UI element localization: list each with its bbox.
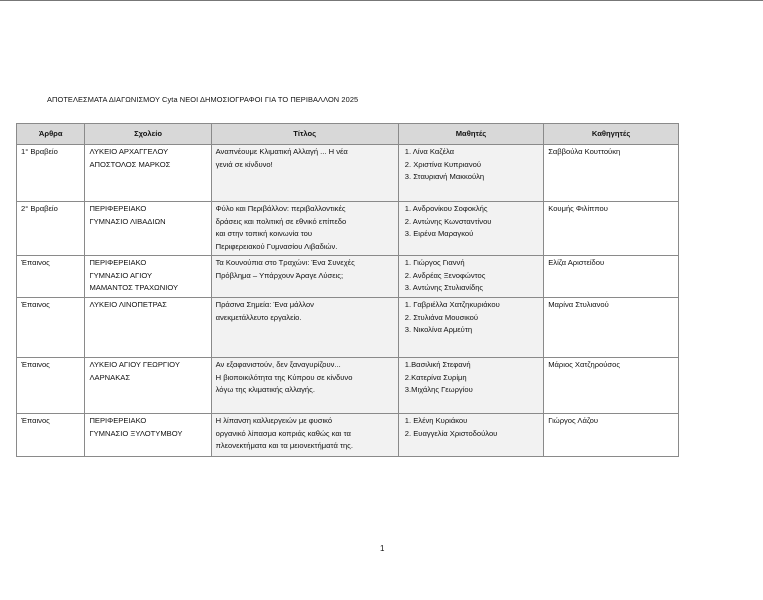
school-cell	[85, 298, 211, 358]
table-row	[17, 256, 679, 298]
school-line: ΓΥΜΝΑΣΙΟ ΛΙΒΑΔΙΩΝ	[89, 216, 166, 226]
students-cell	[398, 414, 543, 457]
school-line: ΛΑΡΝΑΚΑΣ	[89, 372, 131, 382]
table-row	[17, 202, 679, 256]
title-line: λόγω της κλιματικής αλλαγής.	[215, 385, 315, 394]
award-cell: Έπαινος	[17, 298, 85, 358]
header-school: Σχολείο	[85, 124, 211, 145]
title-cell	[211, 298, 398, 358]
title-line: δράσεις και πολιτική σε εθνικό επίπεδο	[215, 216, 347, 226]
award-cell: Έπαινος	[17, 358, 85, 414]
school-cell	[85, 414, 211, 457]
title-line: Αν εξαφανιστούν, δεν ξαναγυρίζουν...	[215, 360, 341, 369]
title-line: Η λίπανση καλλιεργειών με φυσικό	[215, 416, 333, 425]
header-title: Τίτλος	[211, 124, 398, 145]
school-line: ΛΥΚΕΙΟ ΑΡΧΑΓΓΕΛΟΥ	[89, 147, 169, 156]
student-name: 2.Κατερίνα Συρίμη	[404, 372, 467, 382]
title-cell	[211, 202, 398, 256]
top-border-line	[0, 0, 763, 1]
student-name: 1. Λίνα Καζέλα	[404, 147, 455, 156]
student-name: 1. Ελένη Κυριάκου	[404, 416, 468, 425]
school-cell	[85, 202, 211, 256]
document-title: ΑΠΟΤΕΛΕΣΜΑΤΑ ΔΙΑΓΩΝΙΣΜΟΥ Cyta ΝΕΟΙ ΔΗΜΟΣΙΟΓΡΑΦΟΙ ΓΙΑ ΤΟ ΠΕΡΙΒΑΛΛΟΝ 2025	[47, 95, 359, 104]
school-line: ΛΥΚΕΙΟ ΛΙΝΟΠΕΤΡΑΣ	[89, 300, 167, 309]
title-cell	[211, 358, 398, 414]
title-line: Περιφερειακού Γυμνασίου Λιβαδιών.	[215, 241, 338, 251]
award-cell: 1° Βραβείο	[17, 145, 85, 202]
teacher-cell: Μάριος Χατζηρούσος	[544, 358, 679, 414]
school-line: ΛΥΚΕΙΟ ΑΓΙΟΥ ΓΕΩΡΓΙΟΥ	[89, 360, 180, 369]
title-line: Τα Κουνούπια στο Τραχώνι: Ένα Συνεχές	[215, 258, 355, 267]
students-cell	[398, 202, 543, 256]
student-name: 1. Γαβριέλλα Χατζηκυριάκου	[404, 300, 500, 309]
title-line: γενιά σε κίνδυνο!	[215, 159, 273, 169]
title-cell	[211, 145, 398, 202]
school-cell	[85, 358, 211, 414]
school-line: ΠΕΡΙΦΕΡΕΙΑΚΟ	[89, 258, 147, 267]
title-line: Πρόβλημα – Υπάρχουν Άραγε Λύσεις;	[215, 270, 344, 280]
student-name: 2. Χριστίνα Κυπριανού	[404, 159, 481, 169]
table-header-row	[17, 124, 679, 145]
student-name: 2. Ευαγγελία Χριστοδούλου	[404, 428, 498, 438]
results-table	[16, 123, 679, 457]
school-line: ΜΑΜΑΝΤΟΣ ΤΡΑΧΩΝΙΟΥ	[89, 283, 179, 292]
title-line: ανεκμετάλλευτο εργαλείο.	[215, 312, 302, 322]
title-line: Η βιοποικιλότητα της Κύπρου σε κίνδυνο	[215, 372, 353, 382]
header-students: Μαθητές	[398, 124, 543, 145]
students-cell	[398, 256, 543, 298]
student-name: 3. Νικολίνα Αρμεύτη	[404, 325, 473, 334]
school-cell	[85, 256, 211, 298]
students-cell	[398, 145, 543, 202]
school-cell	[85, 145, 211, 202]
title-cell	[211, 414, 398, 457]
title-line: πλεονεκτήματα και τα μειονεκτήματά της.	[215, 441, 353, 450]
header-teachers: Καθηγητές	[544, 124, 679, 145]
student-name: 2. Ανδρέας Ξενοφώντος	[404, 270, 486, 280]
table-row	[17, 414, 679, 457]
title-line: Αναπνέουμε Κλιματική Αλλαγή ... Η νέα	[215, 147, 348, 156]
award-cell: Έπαινος	[17, 256, 85, 298]
teacher-cell: Ελίζα Αριστείδου	[544, 256, 679, 298]
school-line: ΓΥΜΝΑΣΙΟ ΞΥΛΟΤΥΜΒΟΥ	[89, 428, 183, 438]
header-articles: Άρθρα	[17, 124, 85, 145]
teacher-cell: Γιώργος Λάζου	[544, 414, 679, 457]
school-line: ΑΠΟΣΤΟΛΟΣ ΜΑΡΚΟΣ	[89, 159, 171, 169]
title-cell	[211, 256, 398, 298]
teacher-cell: Μαρίνα Στυλιανού	[544, 298, 679, 358]
student-name: 3.Μιχάλης Γεωργίου	[404, 385, 473, 394]
student-name: 1. Ανδρονίκου Σοφοκλής	[404, 204, 488, 213]
teacher-cell: Κουμής Φιλίππου	[544, 202, 679, 256]
title-line: και στην τοπική κοινωνία του	[215, 229, 312, 238]
school-line: ΠΕΡΙΦΕΡΕΙΑΚΟ	[89, 204, 147, 213]
student-name: 3. Σταυριανή Μακκούλη	[404, 172, 485, 181]
students-cell	[398, 358, 543, 414]
student-name: 3. Ειρένα Μαραγκού	[404, 229, 474, 238]
table-row	[17, 298, 679, 358]
student-name: 1. Γιώργος Γιαννή	[404, 258, 465, 267]
table-row	[17, 145, 679, 202]
student-name: 2. Στυλιάνα Μουσικού	[404, 312, 479, 322]
teacher-cell: Σαββούλα Κουττούκη	[544, 145, 679, 202]
school-line: ΓΥΜΝΑΣΙΟ ΑΓΙΟΥ	[89, 270, 153, 280]
title-line: Πράσινα Σημεία: Ένα μάλλον	[215, 300, 314, 309]
table-row	[17, 358, 679, 414]
page-number: 1	[380, 544, 385, 553]
title-line: οργανικό λίπασμα κοπριάς καθώς και τα	[215, 428, 351, 438]
title-line: Φύλο και Περιβάλλον: περιβαλλοντικές	[215, 204, 346, 213]
students-cell	[398, 298, 543, 358]
student-name: 2. Αντώνης Κωνσταντίνου	[404, 216, 492, 226]
student-name: 3. Αντώνης Στυλιανίδης	[404, 283, 484, 292]
award-cell: Έπαινος	[17, 414, 85, 457]
student-name: 1.Βασιλική Στεφανή	[404, 360, 471, 369]
school-line: ΠΕΡΙΦΕΡΕΙΑΚΟ	[89, 416, 147, 425]
award-cell: 2° Βραβείο	[17, 202, 85, 256]
